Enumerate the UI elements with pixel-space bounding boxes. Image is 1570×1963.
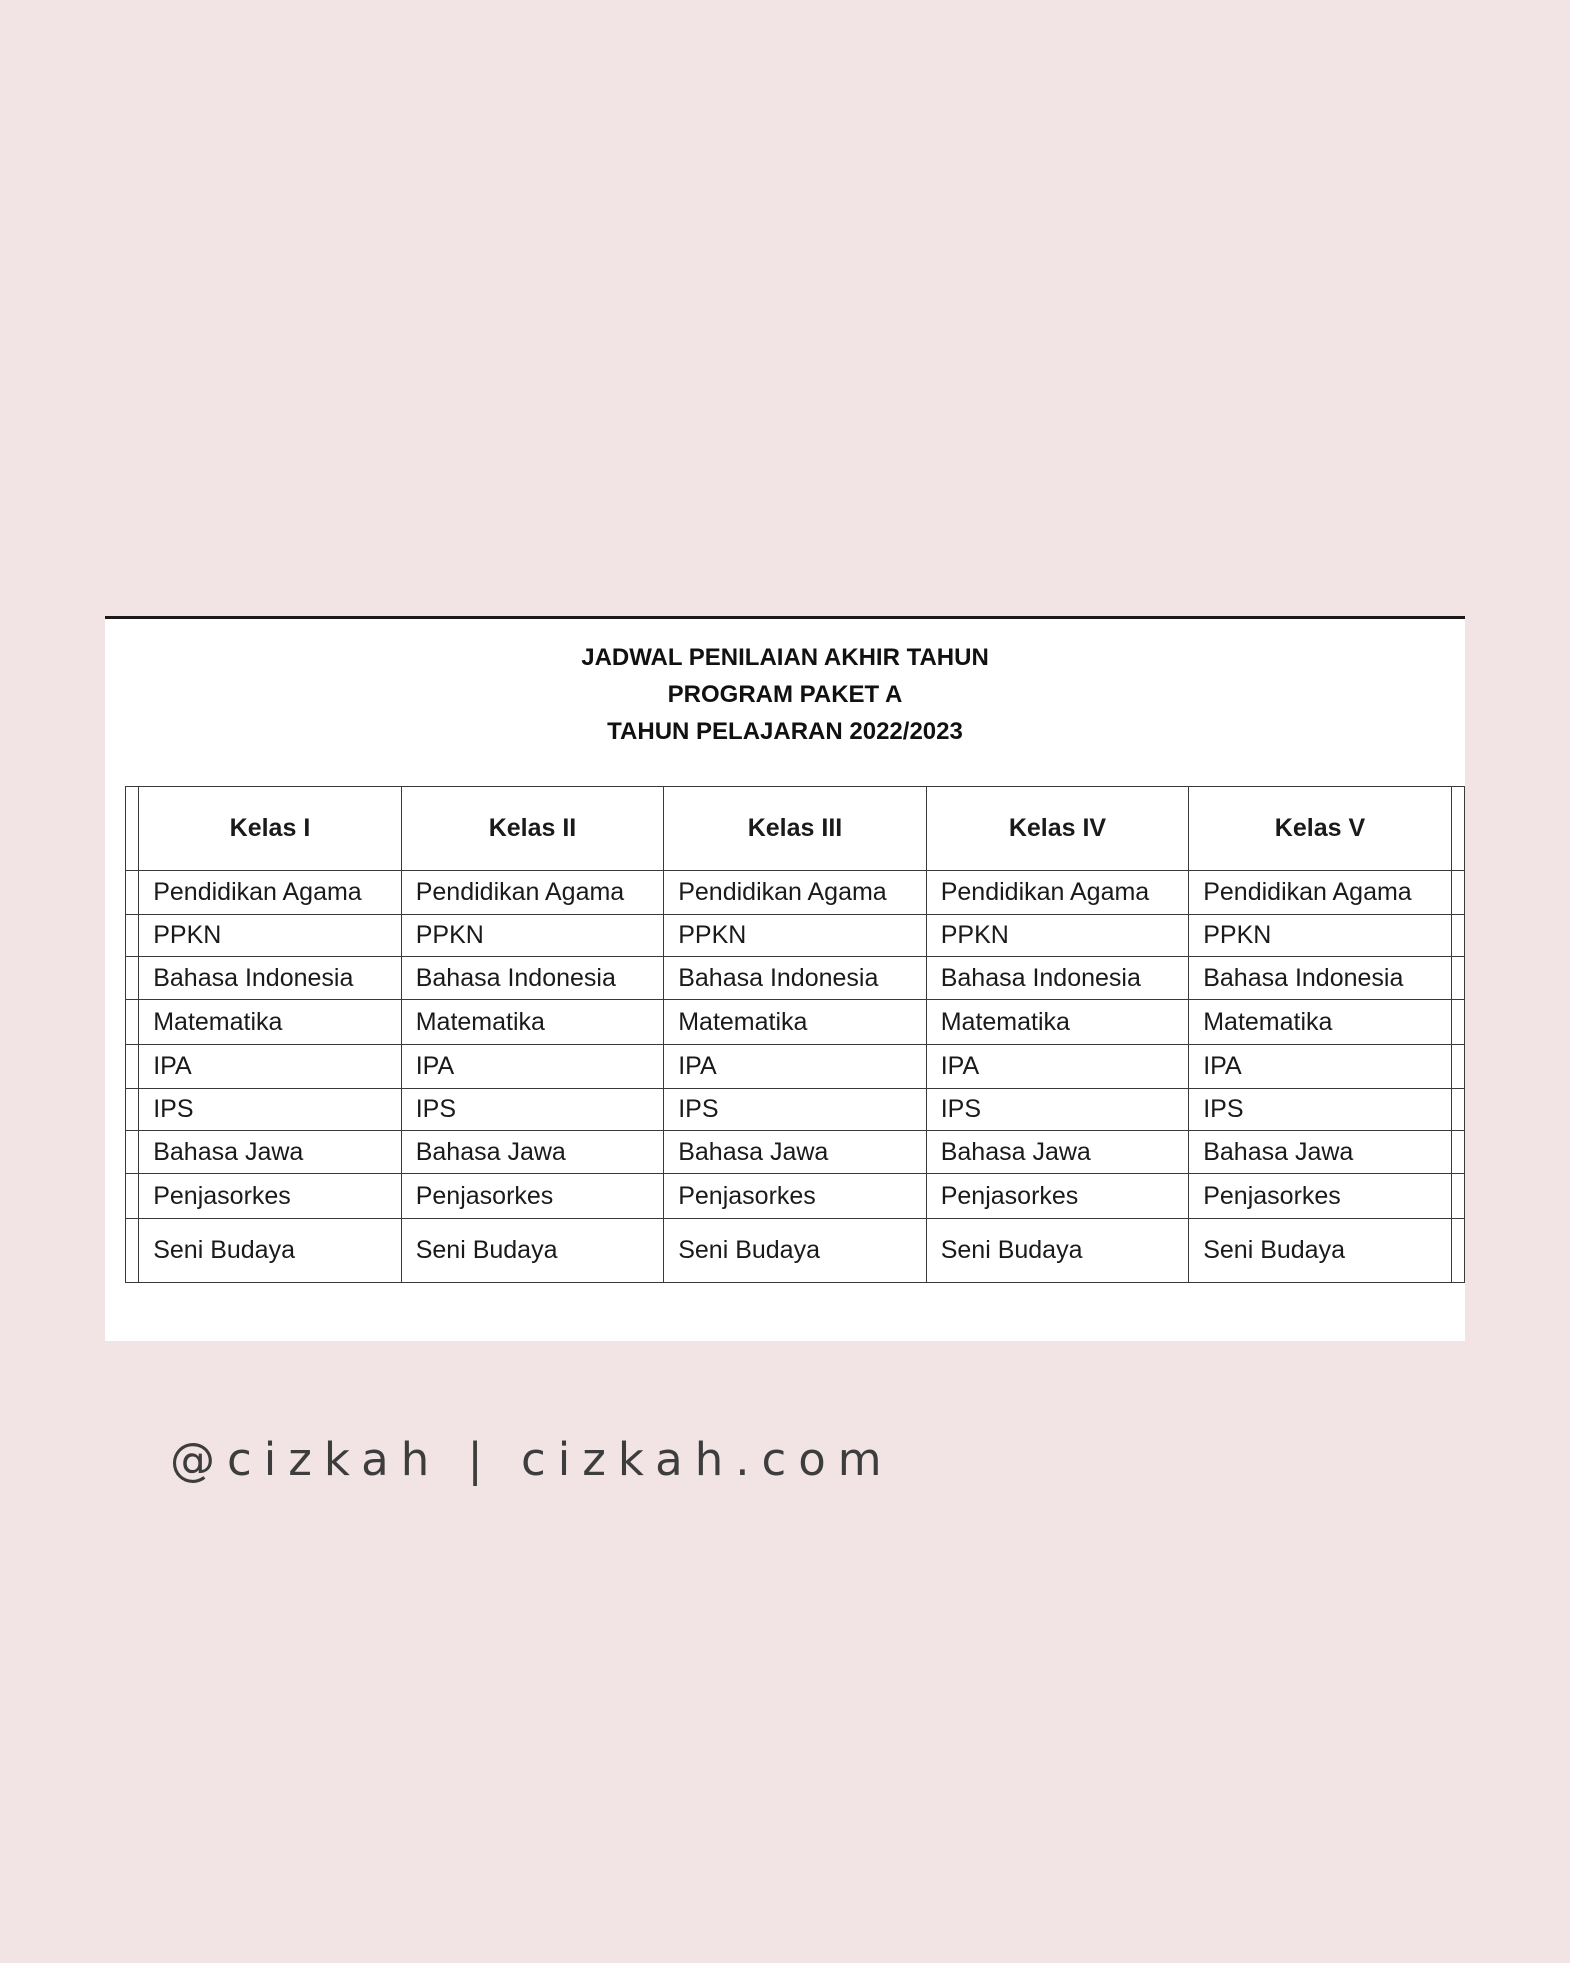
table-edge-cell — [1451, 1045, 1464, 1089]
table-cell: Matematika — [664, 1000, 927, 1045]
table-row — [126, 1089, 1465, 1131]
table-cell: Pendidikan Agama — [139, 871, 402, 915]
table-edge-cell — [126, 1131, 139, 1174]
table-cell: PPKN — [139, 915, 402, 957]
table-edge-cell — [1451, 1219, 1464, 1283]
table-row — [126, 1045, 1465, 1089]
table-cell: Seni Budaya — [401, 1219, 664, 1283]
table-cell: Seni Budaya — [664, 1219, 927, 1283]
table-cell: Bahasa Jawa — [139, 1131, 402, 1174]
table-cell: Matematika — [926, 1000, 1189, 1045]
table-row — [126, 871, 1465, 915]
schedule-table — [125, 786, 1465, 1283]
column-header: Kelas V — [1189, 787, 1452, 871]
document-title — [105, 639, 1465, 750]
table-cell: IPS — [664, 1089, 927, 1131]
table-header-row — [126, 787, 1465, 871]
column-header: Kelas III — [664, 787, 927, 871]
table-cell: IPA — [401, 1045, 664, 1089]
table-cell: Bahasa Jawa — [664, 1131, 927, 1174]
table-cell: Seni Budaya — [926, 1219, 1189, 1283]
table-row — [126, 1174, 1465, 1219]
table-edge-cell — [126, 957, 139, 1000]
table-cell: IPA — [926, 1045, 1189, 1089]
table-edge-cell — [126, 787, 139, 871]
table-row — [126, 957, 1465, 1000]
table-cell: IPS — [139, 1089, 402, 1131]
table-edge-cell — [1451, 1174, 1464, 1219]
table-cell: Matematika — [1189, 1000, 1452, 1045]
table-row — [126, 1219, 1465, 1283]
table-row — [126, 1000, 1465, 1045]
table-cell: Seni Budaya — [1189, 1219, 1452, 1283]
table-cell: IPS — [926, 1089, 1189, 1131]
table-cell: IPA — [1189, 1045, 1452, 1089]
table-cell: IPS — [401, 1089, 664, 1131]
title-line: PROGRAM PAKET A — [667, 681, 903, 708]
table-cell: Bahasa Indonesia — [1189, 957, 1452, 1000]
table-cell: Penjasorkes — [664, 1174, 927, 1219]
column-header: Kelas IV — [926, 787, 1189, 871]
table-edge-cell — [1451, 1000, 1464, 1045]
table-cell: Seni Budaya — [139, 1219, 402, 1283]
table-cell: IPA — [139, 1045, 402, 1089]
table-cell: Bahasa Jawa — [926, 1131, 1189, 1174]
table-cell: PPKN — [926, 915, 1189, 957]
table-cell: PPKN — [664, 915, 927, 957]
table-cell: Matematika — [401, 1000, 664, 1045]
table-cell: IPA — [664, 1045, 927, 1089]
schedule-document — [105, 616, 1465, 1341]
table-edge-cell — [1451, 1131, 1464, 1174]
table-cell: Pendidikan Agama — [1189, 871, 1452, 915]
table-row — [126, 915, 1465, 957]
table-cell: Penjasorkes — [139, 1174, 402, 1219]
title-line: JADWAL PENILAIAN AKHIR TAHUN — [581, 644, 989, 671]
footer-credit: @cizkah | cizkah.com — [170, 1433, 894, 1486]
table-cell: Matematika — [139, 1000, 402, 1045]
table-cell: PPKN — [401, 915, 664, 957]
table-edge-cell — [1451, 1089, 1464, 1131]
table-cell: Bahasa Jawa — [1189, 1131, 1452, 1174]
column-header: Kelas II — [401, 787, 664, 871]
table-edge-cell — [126, 871, 139, 915]
table-cell: Pendidikan Agama — [664, 871, 927, 915]
table-cell: Bahasa Indonesia — [401, 957, 664, 1000]
table-cell: Pendidikan Agama — [926, 871, 1189, 915]
table-row — [126, 1131, 1465, 1174]
column-header: Kelas I — [139, 787, 402, 871]
table-cell: Pendidikan Agama — [401, 871, 664, 915]
table-cell: Bahasa Jawa — [401, 1131, 664, 1174]
table-edge-cell — [126, 1174, 139, 1219]
table-cell: IPS — [1189, 1089, 1452, 1131]
table-cell: Bahasa Indonesia — [139, 957, 402, 1000]
title-line: TAHUN PELAJARAN 2022/2023 — [607, 718, 963, 745]
table-edge-cell — [126, 915, 139, 957]
table-edge-cell — [126, 1089, 139, 1131]
table-edge-cell — [1451, 787, 1464, 871]
table-edge-cell — [126, 1219, 139, 1283]
table-edge-cell — [1451, 915, 1464, 957]
table-cell: Penjasorkes — [926, 1174, 1189, 1219]
table-edge-cell — [1451, 871, 1464, 915]
table-cell: Bahasa Indonesia — [926, 957, 1189, 1000]
table-edge-cell — [126, 1045, 139, 1089]
table-cell: Penjasorkes — [401, 1174, 664, 1219]
table-edge-cell — [126, 1000, 139, 1045]
table-cell: Penjasorkes — [1189, 1174, 1452, 1219]
table-cell: Bahasa Indonesia — [664, 957, 927, 1000]
table-cell: PPKN — [1189, 915, 1452, 957]
table-body — [126, 871, 1465, 1283]
table-edge-cell — [1451, 957, 1464, 1000]
